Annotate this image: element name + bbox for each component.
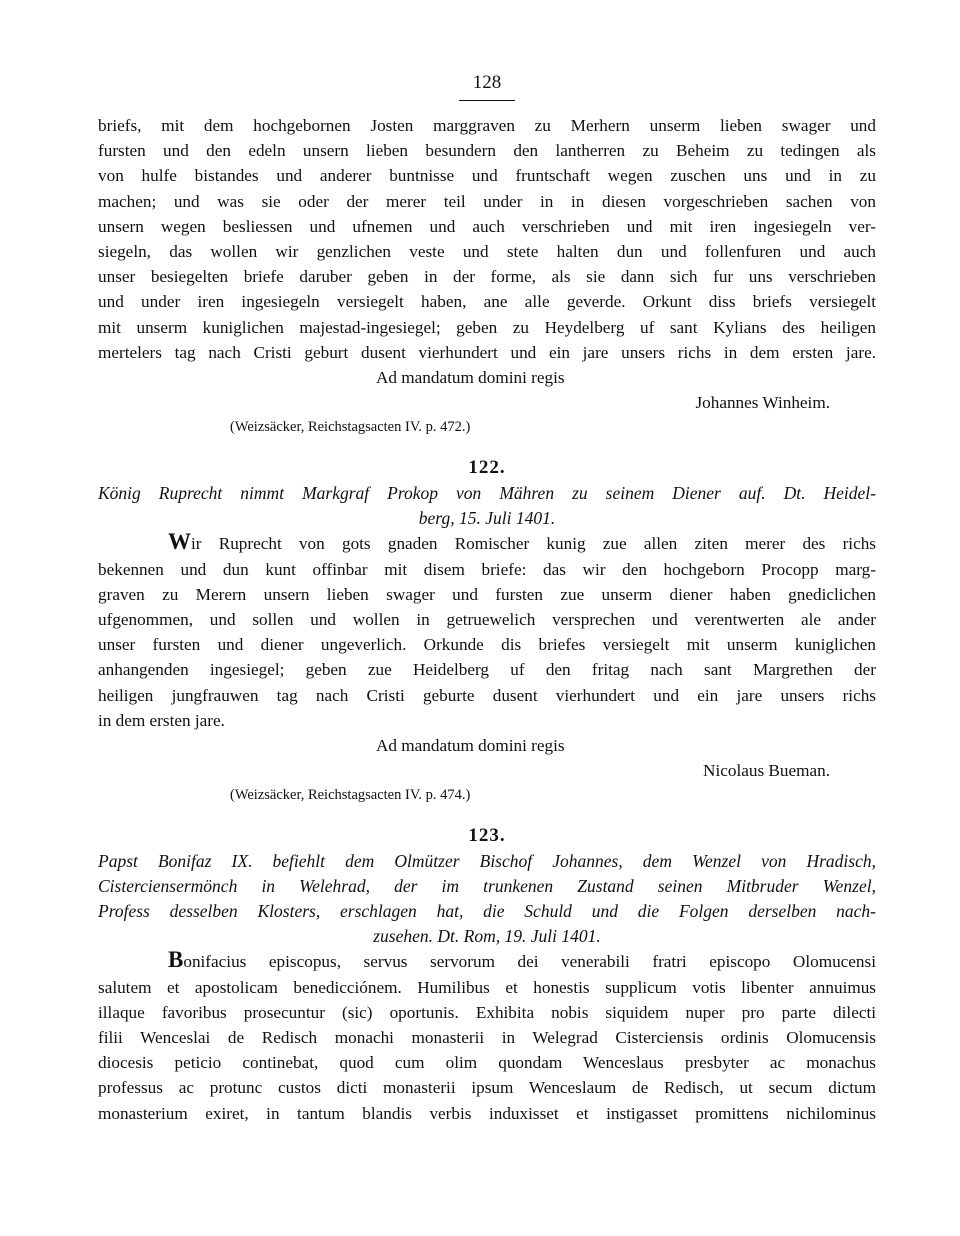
document-body xyxy=(98,949,876,1125)
text-line: in dem ersten jare. xyxy=(98,710,225,730)
source-citation: (Weizsäcker, Reichstagsacten IV. p. 474.) xyxy=(230,787,471,804)
title-line: berg, 15. Juli 1401. xyxy=(418,508,556,529)
title-line: Cisterciensermönch in Welehrad, der im trunkenen Zustand seinen Mitbruder Wenzel, xyxy=(98,876,876,897)
document-number: 123. xyxy=(468,825,506,847)
text-line: ufgenommen, und sollen und wollen in getruewelich versprechen und verentwerten ale ander xyxy=(98,610,876,630)
page-number: 128 xyxy=(472,72,502,93)
text-line: fursten und den edeln unsern lieben besundern den lantherren zu Beheim zu tedingen als xyxy=(98,141,876,161)
title-line: König Ruprecht nimmt Markgraf Prokop von Mähren zu seinem Diener auf. Dt. Heidel- xyxy=(98,483,876,504)
text-line: unser besiegelten briefe daruber geben in der forme, als sie dann sich fur uns verschrieben xyxy=(98,267,876,287)
first-line-text: onifacius episcopus, servus servorum dei venerabili fratri episcopo Olomucensi xyxy=(183,952,876,972)
title-line: Profess desselben Klosters, erschlagen hat, die Schuld und die Folgen derselben nach- xyxy=(98,901,876,922)
text-line: anhangenden ingesiegel; geben zue Heidelberg uf den fritag nach sant Margrethen der xyxy=(98,660,876,680)
title-line: zusehen. Dt. Rom, 19. Juli 1401. xyxy=(373,926,601,947)
signature: Johannes Winheim. xyxy=(695,393,830,413)
text-line: briefs, mit dem hochgebornen Josten marggraven zu Merhern unserm lieben swager und xyxy=(98,116,876,135)
text-line: mit unserm kuniglichen majestad-ingesiegel; geben zu Heydelberg uf sant Kylians des heiligen xyxy=(98,317,876,337)
document-number: 122. xyxy=(468,457,506,479)
text-line: graven zu Merern unsern lieben swager und fursten zue unserm diener haben gnediclichen xyxy=(98,584,876,604)
text-line: monasterium exiret, in tantum blandis verbis induxisset et instigasset promittens nichilominus xyxy=(98,1103,876,1123)
page-number-rule xyxy=(459,100,515,101)
text-line: und under iren ingesiegeln versiegelt haben, ane alle geverde. Orkunt diss briefs versiegelt xyxy=(98,292,876,312)
text-line: von hulfe bistandes und anderer buntnisse und fruntschaft wegen zuschen uns und in zu xyxy=(98,166,876,186)
document-page xyxy=(98,72,876,1126)
text-line: siegeln, das wollen wir genzlichen veste und stete halten dun und follenfuren und auch xyxy=(98,242,876,262)
text-line: filii Wenceslai de Redisch monachi monasterii in Welegrad Cisterciensis ordinis Olomucensis xyxy=(98,1028,876,1048)
text-line: professus ac protunc custos dicti monasterii ipsum Wenceslaum de Redisch, ut secum dictum xyxy=(98,1078,876,1098)
document-title xyxy=(98,481,876,531)
text-line: heiligen jungfrauwen tag nach Cristi geburte dusent vierhundert und ein jare unsers richs xyxy=(98,685,876,705)
text-line: unser fursten und diener ungeverlich. Orkunde dis briefes versiegelt mit unserm kuniglichen xyxy=(98,635,876,655)
document-title xyxy=(98,849,876,949)
mandatum-line: Ad mandatum domini regis xyxy=(376,736,565,756)
continued-text xyxy=(98,113,876,365)
text-line: diocesis peticio continebat, quod cum olim quondam Wenceslaus presbyter ac monachus xyxy=(98,1053,876,1073)
text-line: unsern wegen besliessen und ufnemen und auch verschrieben und mit iren ingesiegeln ver- xyxy=(98,216,876,236)
initial-letter: W xyxy=(168,531,191,555)
signature: Nicolaus Bueman. xyxy=(703,761,830,781)
initial-letter: B xyxy=(168,949,184,973)
text-line: mertelers tag nach Cristi geburt dusent vierhundert und ein jare unsers richs in dem ersten jare. xyxy=(98,342,876,362)
first-line-text: ir Ruprecht von gots gnaden Romischer kunig zue allen ziten merer des richs xyxy=(191,534,876,554)
mandatum-line: Ad mandatum domini regis xyxy=(376,368,565,388)
source-citation: (Weizsäcker, Reichstagsacten IV. p. 472.) xyxy=(230,419,471,436)
text-line: illaque favoribus prosecuntur (sic) oportunis. Exhibita nobis siquidem nuper pro parte dilecti xyxy=(98,1002,876,1022)
first-line xyxy=(98,949,876,974)
text-line: salutem et apostolicam benedicciónem. Humilibus et honestis supplicum votis libenter annuimus xyxy=(98,977,876,997)
title-line: Papst Bonifaz IX. befiehlt dem Olmützer Bischof Johannes, dem Wenzel von Hradisch, xyxy=(98,851,876,872)
first-line xyxy=(98,531,876,556)
text-line: bekennen und dun kunt offinbar mit disem briefe: das wir den hochgeborn Procopp marg- xyxy=(98,559,876,579)
text-line: machen; und was sie oder der merer teil under in in diesen vorgeschrieben sachen von xyxy=(98,191,876,211)
document-body xyxy=(98,531,876,733)
